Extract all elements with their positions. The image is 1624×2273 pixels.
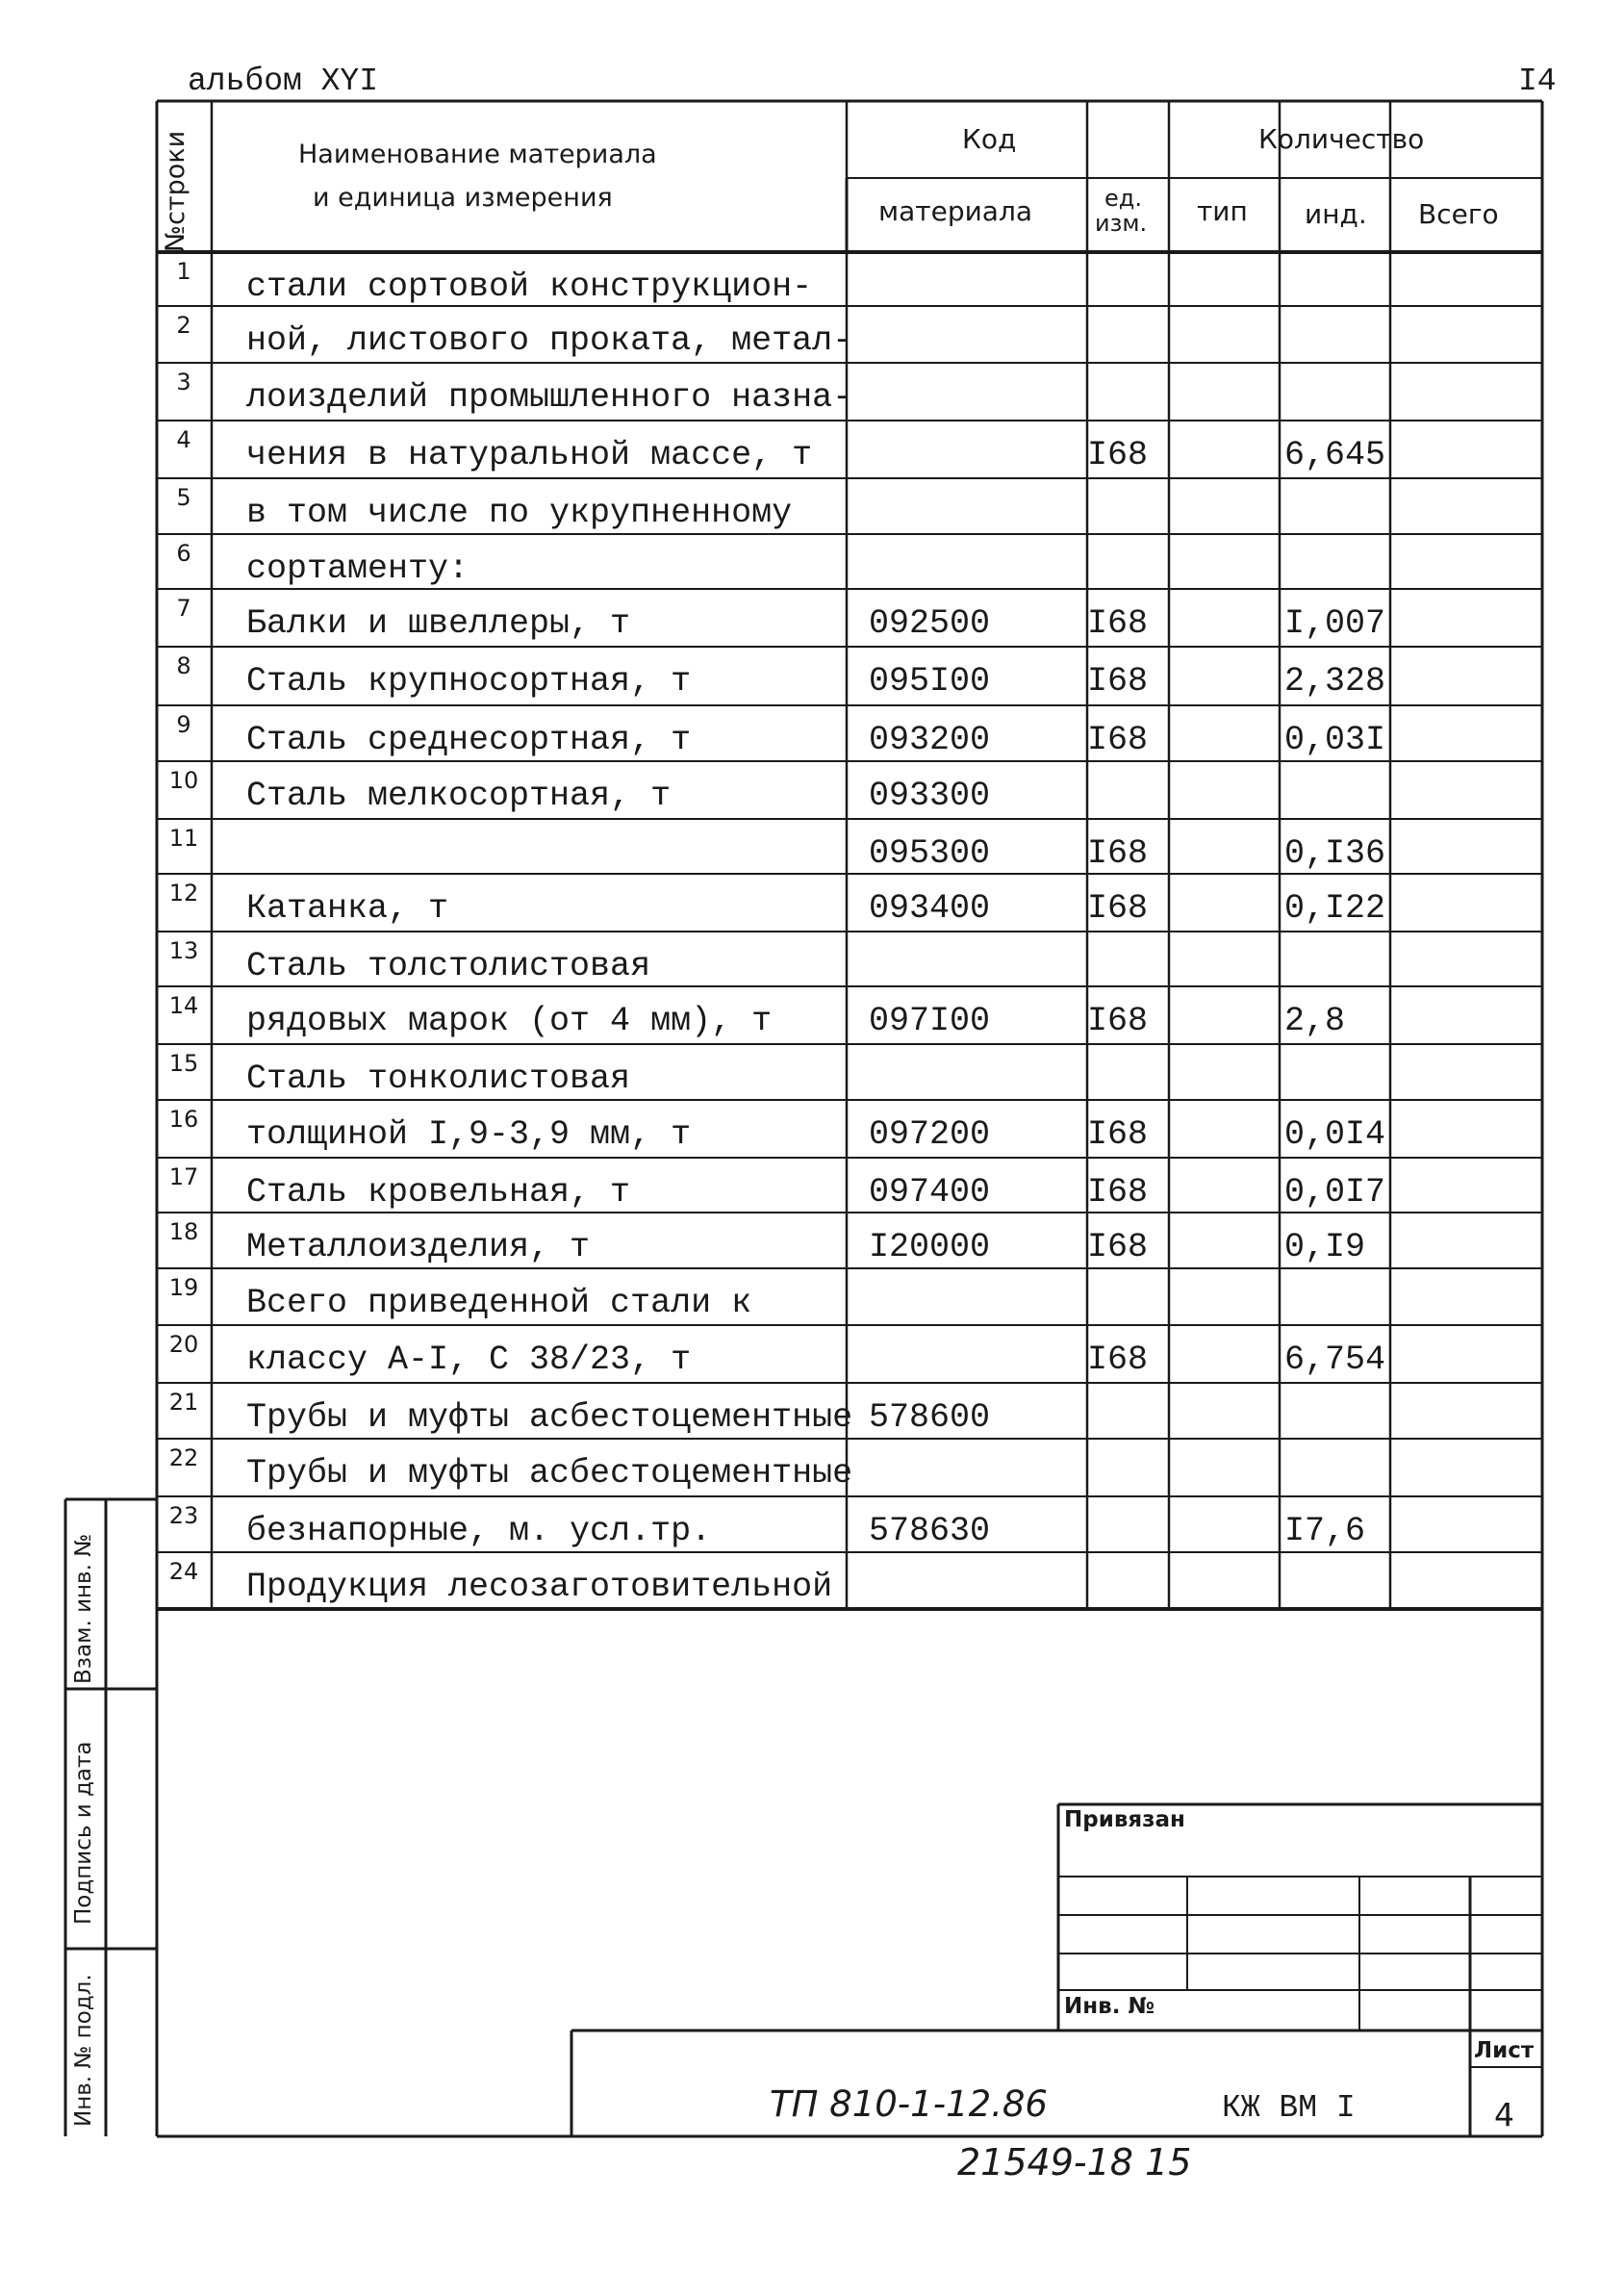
- row-name: Балки и швеллеры, т: [246, 604, 631, 643]
- row-number: 15: [168, 1050, 199, 1077]
- row-unit: I68: [1087, 721, 1149, 759]
- row-name: рядовых марок (от 4 мм), т: [246, 1002, 773, 1040]
- row-number: 8: [176, 652, 191, 679]
- row-ind: I,007: [1284, 604, 1386, 643]
- row-number: 19: [168, 1274, 199, 1301]
- column-header-rownum: №строки: [161, 130, 190, 252]
- row-number: 24: [168, 1558, 199, 1585]
- row-number: 17: [168, 1163, 199, 1190]
- row-ind: 2,328: [1284, 662, 1386, 701]
- row-number: 18: [168, 1218, 199, 1245]
- row-number: 23: [168, 1502, 199, 1529]
- row-unit: I68: [1087, 436, 1149, 474]
- row-number: 12: [168, 880, 199, 907]
- column-header-total: Всего: [1418, 198, 1499, 230]
- row-name: чения в натуральной массе, т: [246, 436, 813, 474]
- row-number: 16: [168, 1106, 199, 1133]
- row-code: 093300: [869, 777, 991, 815]
- row-number: 1: [176, 258, 191, 285]
- row-number: 5: [176, 484, 191, 511]
- row-ind: 6,754: [1284, 1341, 1386, 1379]
- row-unit: I68: [1087, 1173, 1149, 1212]
- column-header-name-line2: и единица измерения: [313, 183, 613, 213]
- row-code: 093200: [869, 721, 991, 759]
- column-header-type: тип: [1197, 195, 1248, 227]
- row-name: Металлоизделия, т: [246, 1228, 591, 1266]
- column-header-ind: инд.: [1305, 198, 1367, 230]
- row-unit: I68: [1087, 889, 1149, 928]
- row-unit: I68: [1087, 1002, 1149, 1040]
- row-code: 578630: [869, 1512, 991, 1550]
- row-name: стали сортовой конструкцион-: [246, 268, 813, 306]
- row-ind: 0,I36: [1284, 834, 1386, 873]
- row-ind: 0,I9: [1284, 1228, 1366, 1266]
- row-ind: 0,I22: [1284, 889, 1386, 928]
- title-block-doc-code: ТП 810-1-12.86: [770, 2083, 1048, 2125]
- title-block-privyazan: Привязан: [1064, 1807, 1185, 1832]
- row-ind: 2,8: [1284, 1002, 1346, 1040]
- row-number: 3: [176, 369, 191, 396]
- row-name: безнапорные, м. усл.тр.: [246, 1512, 712, 1550]
- side-stamp-podpis-data: Подпись и дата: [71, 1741, 96, 1925]
- row-code: 093400: [869, 889, 991, 928]
- row-unit: I68: [1087, 662, 1149, 701]
- row-code: I20000: [869, 1228, 991, 1266]
- row-name: Всего приведенной стали к: [246, 1284, 752, 1322]
- row-name: Сталь мелкосортная, т: [246, 777, 672, 815]
- row-number: 10: [168, 767, 199, 794]
- row-code: 097200: [869, 1115, 991, 1154]
- title-block-inv-no: Инв. №: [1064, 1994, 1155, 2019]
- row-unit: I68: [1087, 1115, 1149, 1154]
- row-name: Сталь крупносортная, т: [246, 662, 692, 701]
- row-name: Катанка, т: [246, 889, 449, 928]
- album-label: альбом XYI: [188, 64, 379, 99]
- title-block-doc-mark: КЖ ВМ I: [1222, 2090, 1356, 2126]
- sheet-number-top: I4: [1518, 64, 1557, 99]
- column-header-unit-line1: ед.: [1104, 185, 1142, 212]
- row-ind: 6,645: [1284, 436, 1386, 474]
- row-name: Сталь тонколистовая: [246, 1060, 631, 1098]
- row-number: 20: [168, 1331, 199, 1358]
- row-ind: I7,6: [1284, 1512, 1366, 1550]
- row-unit: I68: [1087, 1228, 1149, 1266]
- row-name: в том числе по укрупненному: [246, 494, 793, 532]
- row-number: 22: [168, 1444, 199, 1471]
- row-name: Сталь толстолистовая: [246, 947, 651, 985]
- row-ind: 0,0I7: [1284, 1173, 1386, 1212]
- title-block-list-label: Лист: [1474, 2038, 1535, 2063]
- row-number: 2: [176, 312, 191, 339]
- row-name: сортаменту:: [246, 549, 469, 588]
- side-stamp-vzam-inv: Взам. инв. №: [71, 1533, 96, 1684]
- row-number: 21: [168, 1389, 199, 1416]
- row-name: Трубы и муфты асбестоцементные: [246, 1398, 853, 1437]
- row-code: 095I00: [869, 662, 991, 701]
- row-ind: 0,03I: [1284, 721, 1386, 759]
- row-code: 095300: [869, 834, 991, 873]
- row-name: ной, листового проката, метал-: [246, 321, 853, 360]
- row-number: 4: [176, 426, 191, 453]
- row-ind: 0,0I4: [1284, 1115, 1386, 1154]
- row-name: Сталь среднесортная, т: [246, 721, 692, 759]
- row-code: 092500: [869, 604, 991, 643]
- row-name: лоизделий промышленного назна-: [246, 378, 853, 417]
- column-header-name-line1: Наименование материала: [298, 140, 657, 169]
- row-name: толщиной I,9-3,9 мм, т: [246, 1115, 692, 1154]
- row-unit: I68: [1087, 1341, 1149, 1379]
- row-name: Сталь кровельная, т: [246, 1173, 631, 1212]
- row-code: 578600: [869, 1398, 991, 1437]
- column-header-unit-line2: изм.: [1095, 210, 1148, 237]
- handwritten-archive-number: 21549-18 15: [957, 2141, 1192, 2184]
- row-unit: I68: [1087, 604, 1149, 643]
- row-unit: I68: [1087, 834, 1149, 873]
- row-code: 097I00: [869, 1002, 991, 1040]
- side-stamp-inv-podl: Инв. № подл.: [71, 1974, 96, 2127]
- row-name: классу А-I, С 38/23, т: [246, 1341, 692, 1379]
- row-number: 11: [168, 825, 199, 852]
- column-header-code: Код: [962, 123, 1017, 155]
- row-number: 13: [168, 937, 199, 964]
- row-number: 14: [168, 992, 199, 1019]
- row-number: 7: [176, 595, 191, 622]
- column-header-code-material: материала: [878, 195, 1033, 227]
- row-number: 6: [176, 540, 191, 567]
- row-number: 9: [176, 711, 191, 738]
- title-block-list-value: 4: [1494, 2096, 1514, 2133]
- row-name: Трубы и муфты асбестоцементные: [246, 1454, 853, 1493]
- column-header-quantity: Количество: [1258, 123, 1425, 155]
- row-code: 097400: [869, 1173, 991, 1212]
- row-name: Продукция лесозаготовительной: [246, 1568, 833, 1606]
